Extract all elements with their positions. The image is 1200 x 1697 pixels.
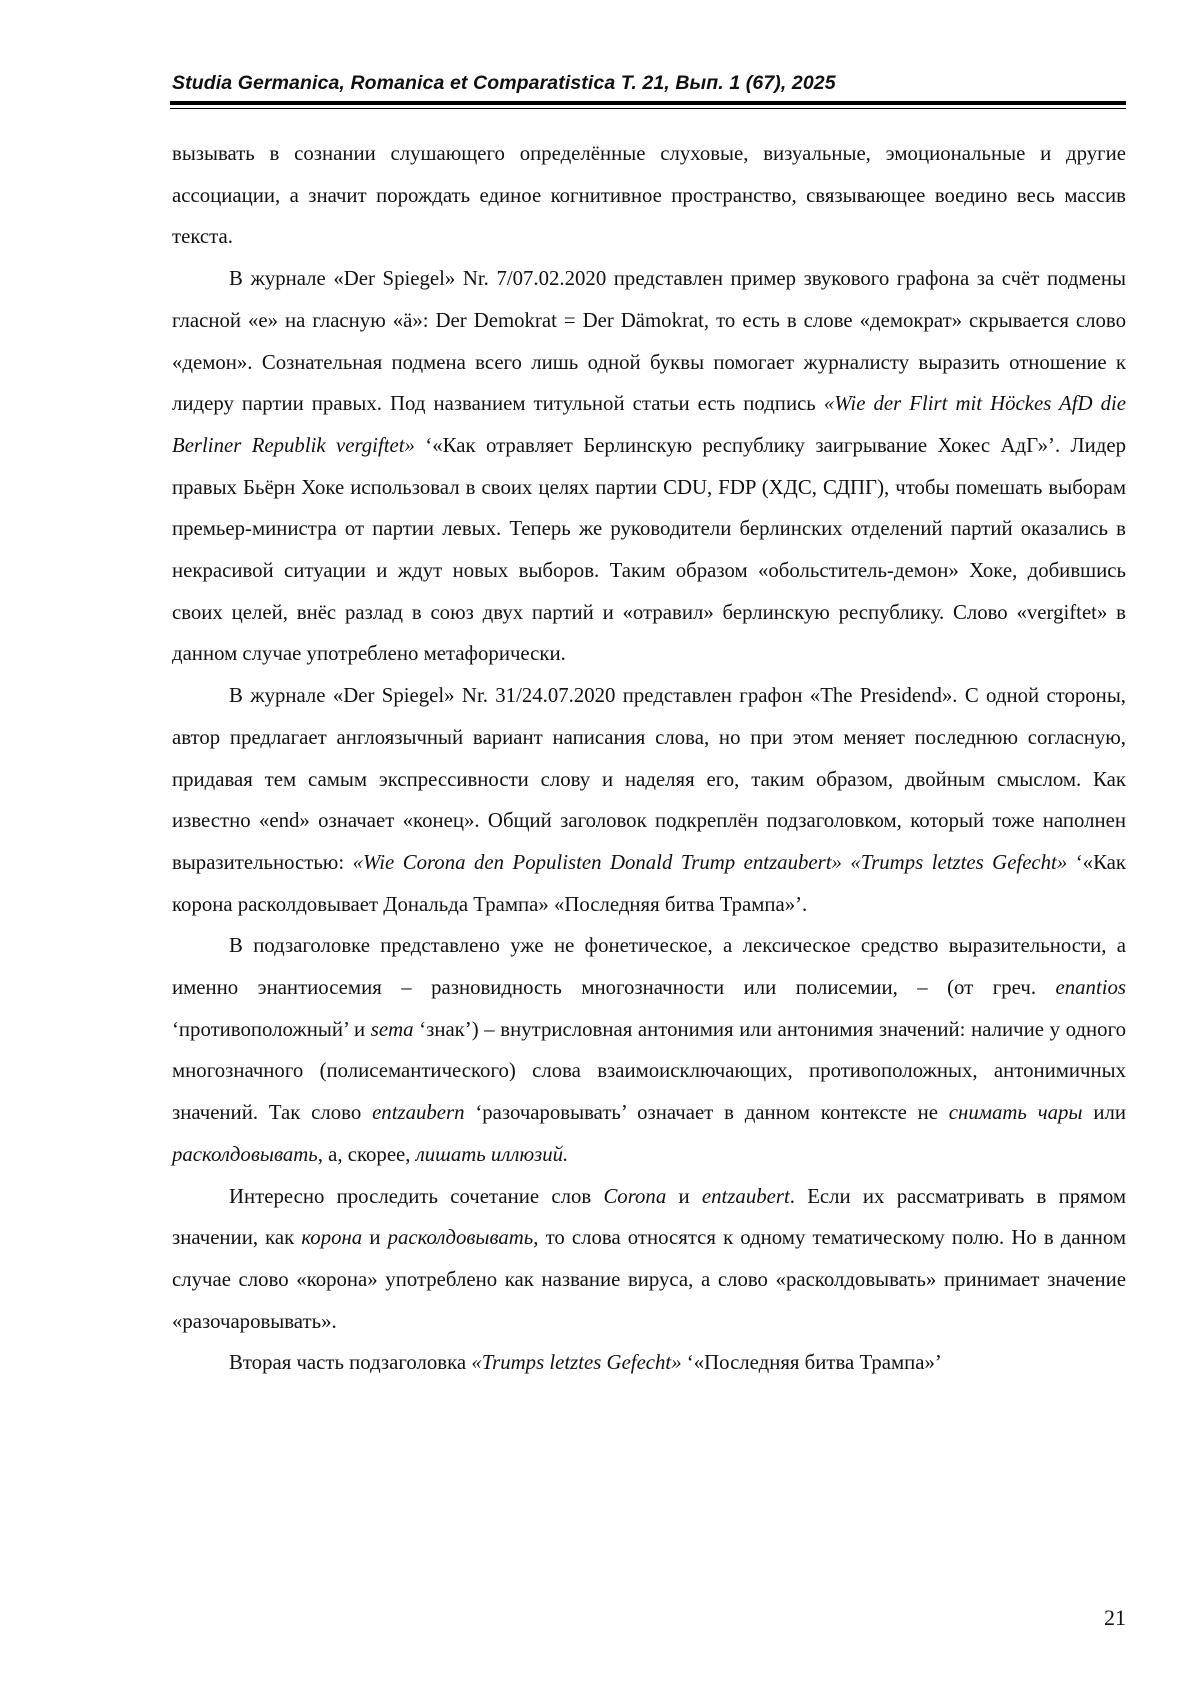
italic-run: лишать иллюзий. (415, 1142, 569, 1166)
text-run: Интересно проследить сочетание слов (229, 1184, 604, 1208)
paragraph (172, 925, 1126, 1175)
text-run: ‘разочаровывать’ означает в данном контексте не (464, 1101, 949, 1125)
text-run: ‘«Как отравляет Берлинскую республику заигрывание Хокес АдГ»’. Лидер правых Бьёрн Хоке использовал в своих целях партии CDU, FDP (ХДС, СДПГ), чтобы помешать выборам премьер-министра от партии левых. Теперь же руководители берлинских отделений партий оказались в некрасивой ситуации и ждут новых выборов. Таким образом «обольститель-демон» Хоке, добившись своих целей, внёс разлад в союз двух партий и «отравил» берлинскую республику. Слово «vergiftet» в данном случае употреблено метафорически. (172, 433, 1126, 666)
running-head: Studia Germanica, Romanica et Comparatistica T. 21, Вып. 1 (67), 2025 (172, 72, 836, 94)
italic-run: entzaubert (701, 1184, 790, 1208)
text-run: вызывать в сознании слушающего определённые слуховые, визуальные, эмоциональные и другие ассоциации, а значит порождать единое когнитивное пространство, связывающее воедино весь массив текста. (172, 142, 1126, 249)
text-run: ‘«Как корона расколдовывает Дональда Трампа» «Последняя битва Трампа»’. (172, 850, 1127, 916)
italic-run: «Wie der Flirt mit Höckes AfD die Berliner Republik vergiftet» (172, 392, 1126, 457)
text-run: или (1082, 1101, 1126, 1125)
italic-run: sema (370, 1017, 414, 1041)
paragraph (172, 1176, 1126, 1343)
text-run: , то слова относятся к одному тематическому полю. Но в данном случае слово «корона» употреблено как название вируса, а слово «расколдовывать» принимает значение «разочаровывать». (172, 1226, 1127, 1333)
paragraph (172, 258, 1126, 675)
paragraph (172, 1342, 1126, 1384)
text-run: В подзаголовке представлено уже не фонетическое, а лексическое средство выразительности, а именно энантиосемия – разновидность многозначности или полисемии, – (от греч. (172, 934, 1126, 1000)
text-run: Вторая часть подзаголовка (229, 1351, 472, 1375)
page-number: 21 (1104, 1605, 1126, 1630)
text-run: и (362, 1226, 388, 1250)
header-rule-thin (170, 108, 1126, 109)
text-run: и (666, 1184, 702, 1208)
italic-run: расколдовывать (387, 1226, 534, 1250)
paragraph (172, 675, 1126, 925)
italic-run: снимать чары (948, 1101, 1083, 1125)
text-run: В журнале «Der Spiegel» Nr. 31/24.07.2020 представлен графон «The Presidend». С одной стороны, автор предлагает англоязычный вариант написания слова, но при этом меняет последнюю согласную, придавая тем самым экспрессивности слову и наделяя его, таким образом, двойным смыслом. Как известно «end» означает «конец». Общий заголовок подкреплён подзаголовком, который тоже наполнен выразительностью: (172, 684, 1126, 874)
article-body (172, 133, 1126, 1384)
text-run: , а, скорее, (317, 1142, 416, 1166)
text-run: ‘знак’) – внутрисловная антонимия или антонимия значений: наличие у одного многозначного (полисемантического) слова взаимоисключающих, противоположных, антонимичных значений. Так слово (172, 1017, 1126, 1125)
italic-run: «Wie Corona den Populisten Donald Trump entzaubert» «Trumps letztes Gefecht» (352, 850, 1068, 874)
italic-run: entzaubern (372, 1101, 465, 1125)
text-run: . Если их рассматривать в прямом значении, как (172, 1184, 1126, 1250)
italic-run: «Trumps letztes Gefecht» (471, 1351, 682, 1375)
text-run: ‘противоположный’ и (172, 1017, 371, 1041)
paragraph (172, 133, 1126, 258)
italic-run: enantios (1055, 976, 1126, 1000)
italic-run: Corona (603, 1184, 667, 1208)
text-run: ‘«Последняя битва Трампа»’ (681, 1351, 942, 1375)
header-rule-thick (170, 101, 1126, 105)
italic-run: корона (301, 1226, 363, 1250)
italic-run: расколдовывать (172, 1142, 318, 1166)
text-run: В журнале «Der Spiegel» Nr. 7/07.02.2020 представлен пример звукового графона за счёт подмены гласной «е» на гласную «ä»: Der Demokrat = Der Dämokrat, то есть в слове «демократ» скрывается слово «демон». Сознательная подмена всего лишь одной буквы помогает журналисту выразить отношение к лидеру партии правых. Под названием титульной статьи есть подпись (172, 267, 1126, 416)
